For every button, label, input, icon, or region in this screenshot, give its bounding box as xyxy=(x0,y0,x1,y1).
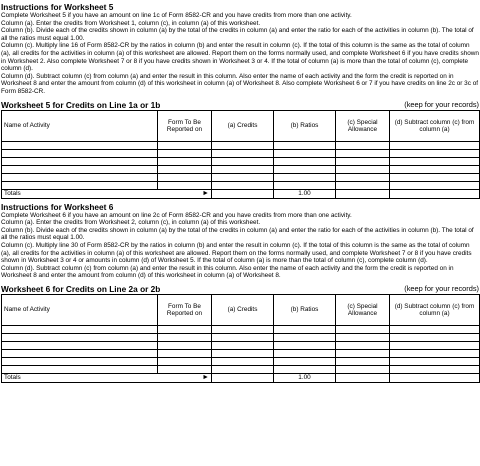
col-header-form: Form To Be Reported on xyxy=(158,110,212,141)
total-ratio-cell: 1.00 xyxy=(274,373,336,382)
cell[interactable] xyxy=(212,357,274,365)
total-special-allowance-cell[interactable] xyxy=(336,373,390,382)
table-row xyxy=(2,149,480,157)
cell[interactable] xyxy=(336,349,390,357)
cell[interactable] xyxy=(336,165,390,173)
cell[interactable] xyxy=(158,181,212,189)
table-row xyxy=(2,157,480,165)
cell[interactable] xyxy=(274,325,336,333)
cell[interactable] xyxy=(212,149,274,157)
ws6-instructions-title: Instructions for Worksheet 6 xyxy=(1,201,114,212)
cell[interactable] xyxy=(158,165,212,173)
ws5-paragraph: Column (a). Enter the credits from Worksheet 1, column (c), in column (a) of this worksheet. xyxy=(1,19,261,27)
table-row xyxy=(2,141,480,149)
cell[interactable] xyxy=(2,157,158,165)
cell[interactable] xyxy=(274,165,336,173)
cell[interactable] xyxy=(336,173,390,181)
col-header-ratios: (b) Ratios xyxy=(274,294,336,325)
totals-label-cell xyxy=(2,373,212,382)
cell[interactable] xyxy=(274,157,336,165)
cell[interactable] xyxy=(212,325,274,333)
cell[interactable] xyxy=(2,333,158,341)
total-ratio-cell: 1.00 xyxy=(274,189,336,198)
cell[interactable] xyxy=(212,349,274,357)
cell[interactable] xyxy=(2,341,158,349)
cell[interactable] xyxy=(336,365,390,373)
cell[interactable] xyxy=(212,181,274,189)
ws5-paragraph: Column (d). Subtract column (c) from column (a) and enter the result in this column. Also enter the name of each activity and the form the credit is reported on in Worksheet 8 and enter the amount from column (d) of this worksheet in column (a) of Worksheet 8. Also complete Worksheet 6 or 7 if you have credits on line 2c or 3c of Form 8582-CR. xyxy=(1,72,479,95)
cell[interactable] xyxy=(212,173,274,181)
ws6-paragraph: Column (a). Enter the credits from Worksheet 2, column (c), in column (a) of this worksheet. xyxy=(1,219,261,227)
ws6-paragraph: Column (c). Multiply line 30 of Form 8582-CR by the ratios in column (b) and enter the result in column (c). If the total of this column is the same as the total of column (a), all credits for the activities in column (a) of this worksheet are allowed. Report them on the forms normally used, and complete Worksheet 7 or 8 if you have credits shown in Worksheet 3 or 4 or amounts in column (d) of Worksheet 5. If the total of column (a) is more than the total of column (c), complete column (d). xyxy=(1,241,472,265)
ws5-table-header xyxy=(1,100,479,110)
ws5-paragraph: Column (c). Multiply line 16 of Form 8582-CR by the ratios in column (b) and enter the result in column (c). If the total of this column is the same as the total of column (a), all credits for the activities in column (a) of this worksheet are allowed. Report them on the forms normally used, and complete Worksheet 6 if you have credits shown in Worksheet 2. Also complete Worksheet 7 or 8 if you have credits shown in Worksheet 3 or 4. If the total of column (a) is more than the total of column (c), complete column (d). xyxy=(1,42,479,73)
totals-label: Totals xyxy=(4,190,21,198)
col-header-special-allowance: (c) Special Allowance xyxy=(336,110,390,141)
cell[interactable] xyxy=(390,349,480,357)
ws6-paragraph: Complete Worksheet 6 if you have an amount on line 2c of Form 8582-CR and you have credits from more than one activity. xyxy=(1,211,352,219)
col-header-subtract: (d) Subtract column (c) from column (a) xyxy=(390,294,480,325)
cell[interactable] xyxy=(390,141,480,149)
ws6-keep-note: (keep for your records) xyxy=(404,283,479,293)
cell[interactable] xyxy=(274,141,336,149)
cell[interactable] xyxy=(390,149,480,157)
total-credits-cell[interactable] xyxy=(212,189,274,198)
cell[interactable] xyxy=(390,157,480,165)
totals-row xyxy=(2,189,480,198)
cell[interactable] xyxy=(274,349,336,357)
col-header-form: Form To Be Reported on xyxy=(158,294,212,325)
cell[interactable] xyxy=(2,365,158,373)
cell[interactable] xyxy=(212,157,274,165)
cell[interactable] xyxy=(158,173,212,181)
ws5-instructions-title: Instructions for Worksheet 5 xyxy=(1,2,114,12)
cell[interactable] xyxy=(390,165,480,173)
total-subtract-cell[interactable] xyxy=(390,373,480,382)
cell[interactable] xyxy=(390,357,480,365)
col-header-ratios: (b) Ratios xyxy=(274,110,336,141)
cell[interactable] xyxy=(212,365,274,373)
ws5-table xyxy=(1,110,480,199)
ws5-table-title: Worksheet 5 for Credits on Line 1a or 1b xyxy=(1,99,161,110)
cell[interactable] xyxy=(336,141,390,149)
cell[interactable] xyxy=(158,157,212,165)
table-row xyxy=(2,357,480,365)
cell[interactable] xyxy=(2,357,158,365)
cell[interactable] xyxy=(2,181,158,189)
totals-label: Totals xyxy=(4,374,21,382)
table-row xyxy=(2,333,480,341)
cell[interactable] xyxy=(2,141,158,149)
ws6-table-header xyxy=(1,284,479,294)
table-row xyxy=(2,365,480,373)
ws5-paragraph: Complete Worksheet 5 if you have an amount on line 1c of Form 8582-CR and you have credits from more than one activity. xyxy=(1,12,352,19)
ws6-paragraph: Column (b). Divide each of the credits shown in column (a) by the total of the credits in column (a) and enter the ratio for each of the activities in column (b). The total of all the ratios must equal 1.00. xyxy=(1,226,474,242)
cell[interactable] xyxy=(274,333,336,341)
cell[interactable] xyxy=(158,141,212,149)
total-credits-cell[interactable] xyxy=(212,373,274,382)
cell[interactable] xyxy=(390,365,480,373)
cell[interactable] xyxy=(2,149,158,157)
table-row xyxy=(2,349,480,357)
col-header-special-allowance: (c) Special Allowance xyxy=(336,294,390,325)
cell[interactable] xyxy=(336,157,390,165)
col-header-credits: (a) Credits xyxy=(212,110,274,141)
cell[interactable] xyxy=(158,365,212,373)
cell[interactable] xyxy=(2,349,158,357)
cell[interactable] xyxy=(274,181,336,189)
ws6-table xyxy=(1,294,480,383)
cell[interactable] xyxy=(390,341,480,349)
cell[interactable] xyxy=(274,341,336,349)
total-subtract-cell[interactable] xyxy=(390,189,480,198)
table-row xyxy=(2,341,480,349)
cell[interactable] xyxy=(2,165,158,173)
table-row xyxy=(2,181,480,189)
total-special-allowance-cell[interactable] xyxy=(336,189,390,198)
cell[interactable] xyxy=(274,357,336,365)
cell[interactable] xyxy=(390,325,480,333)
cell[interactable] xyxy=(212,341,274,349)
cell[interactable] xyxy=(2,325,158,333)
arrow-right-icon: ► xyxy=(202,190,209,198)
cell[interactable] xyxy=(390,333,480,341)
cell[interactable] xyxy=(2,173,158,181)
cell[interactable] xyxy=(274,149,336,157)
col-header-credits: (a) Credits xyxy=(212,294,274,325)
table-row xyxy=(2,173,480,181)
table-row xyxy=(2,165,480,173)
cell[interactable] xyxy=(336,341,390,349)
cell[interactable] xyxy=(158,149,212,157)
cell[interactable] xyxy=(158,357,212,365)
arrow-right-icon: ► xyxy=(202,374,209,382)
ws5-keep-note: (keep for your records) xyxy=(404,99,479,109)
cell[interactable] xyxy=(336,181,390,189)
cell[interactable] xyxy=(212,165,274,173)
totals-label-cell xyxy=(2,189,212,198)
table-row xyxy=(2,325,480,333)
cell[interactable] xyxy=(336,333,390,341)
cell[interactable] xyxy=(212,141,274,149)
ws6-table-title: Worksheet 6 for Credits on Line 2a or 2b xyxy=(1,283,161,294)
cell[interactable] xyxy=(158,325,212,333)
cell[interactable] xyxy=(336,357,390,365)
cell[interactable] xyxy=(158,349,212,357)
cell[interactable] xyxy=(390,181,480,189)
cell[interactable] xyxy=(158,341,212,349)
cell[interactable] xyxy=(336,149,390,157)
cell[interactable] xyxy=(274,365,336,373)
col-header-name: Name of Activity xyxy=(2,294,158,325)
cell[interactable] xyxy=(158,333,212,341)
totals-row xyxy=(2,373,480,382)
ws5-paragraph: Column (b). Divide each of the credits shown in column (a) by the total of the credits in column (a) and enter the ratio for each of the activities in column (b). The total of all the ratios must equal 1.00. xyxy=(1,27,474,42)
col-header-subtract: (d) Subtract column (c) from column (a) xyxy=(390,110,480,141)
ws6-paragraph: Column (d). Subtract column (c) from column (a) and enter the result in this column. Also enter the name of each activity and the form the credit is reported on in Worksheet 8 and enter the amount from column (d) of this worksheet in column (a) of Worksheet 8. xyxy=(1,264,454,280)
cell[interactable] xyxy=(274,173,336,181)
cell[interactable] xyxy=(390,173,480,181)
col-header-name: Name of Activity xyxy=(2,110,158,141)
cell[interactable] xyxy=(336,325,390,333)
cell[interactable] xyxy=(212,333,274,341)
